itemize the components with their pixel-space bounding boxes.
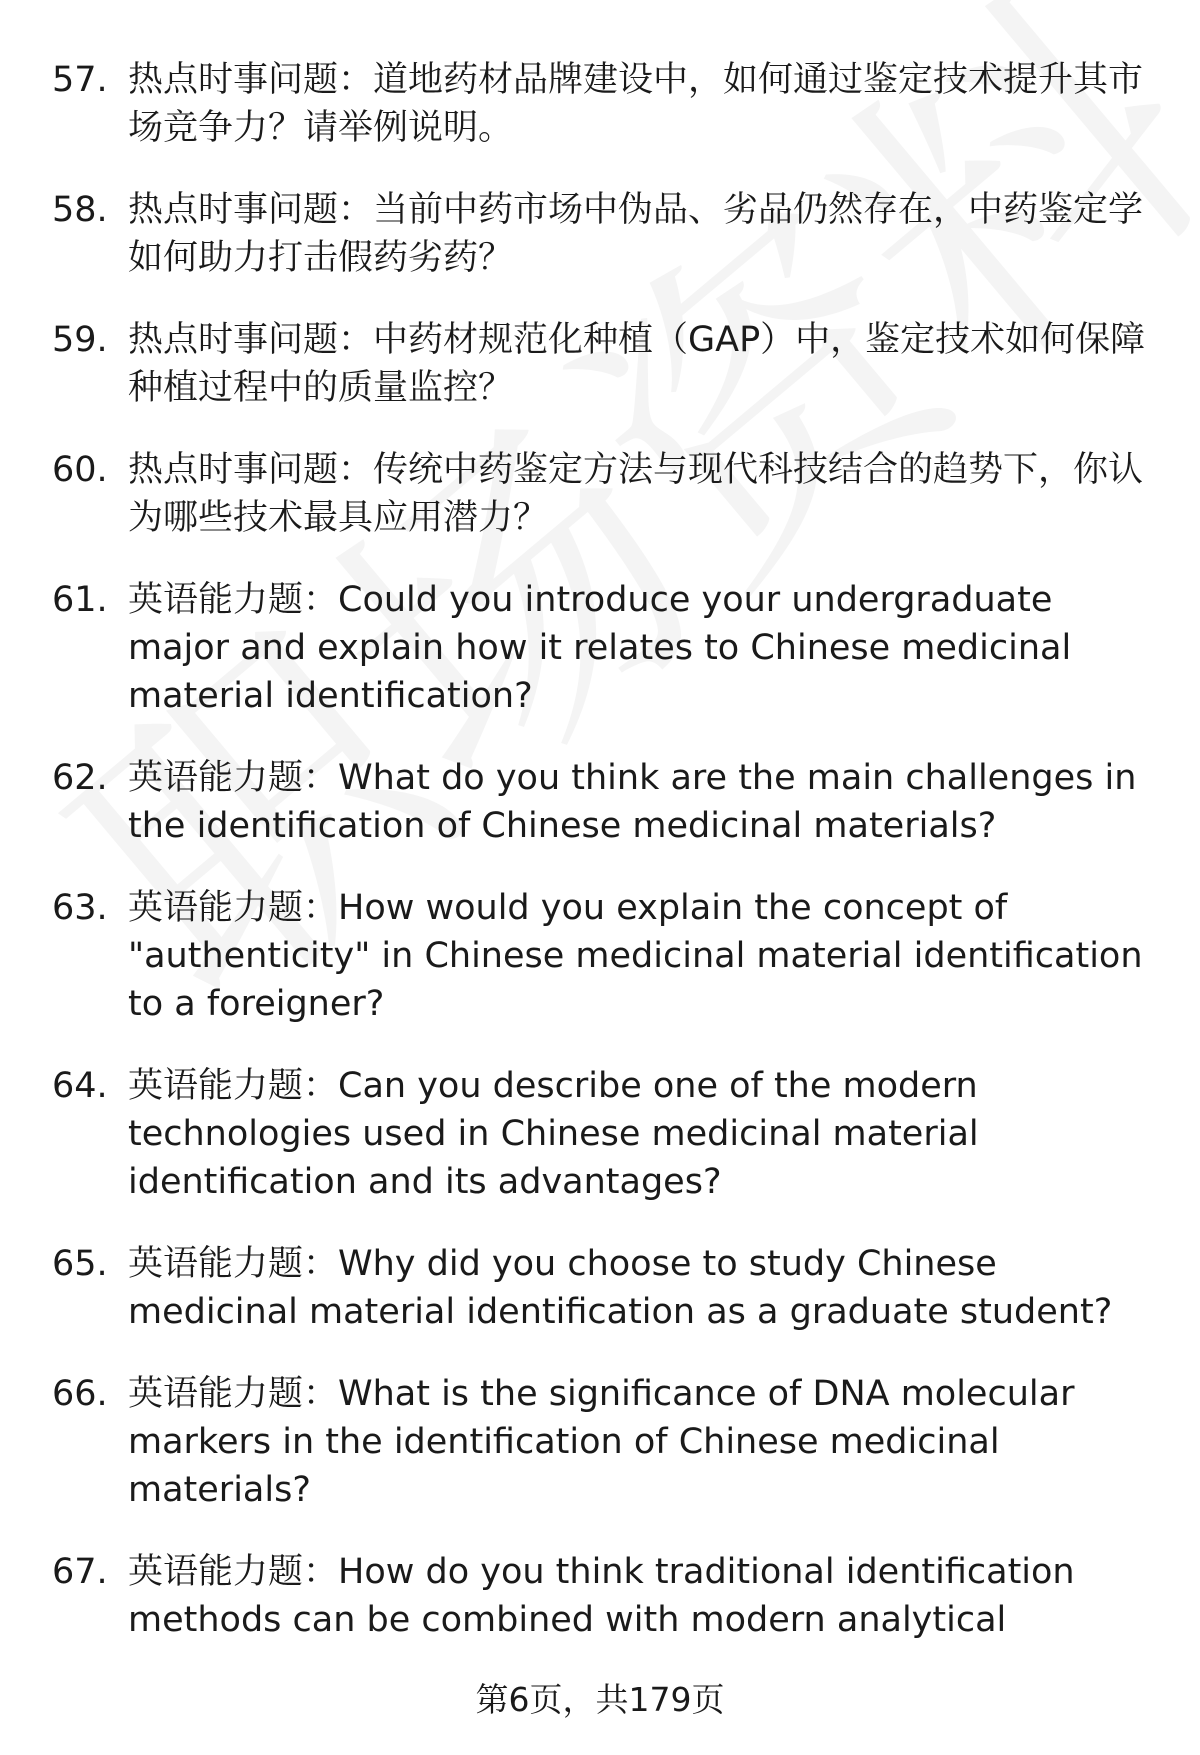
question-item [52,1370,1162,1514]
question-text: 英语能力题：What is the significance of DNA molecular markers in the identification of Chinese medicinal materials? [128,1374,1075,1510]
page-footer: 第6页，共179页 [475,1680,725,1719]
question-item [52,884,1162,1028]
question-item [52,754,1162,850]
question-number: 67. [52,1552,108,1592]
question-number: 60. [52,450,108,490]
question-text: 英语能力题：Why did you choose to study Chinese medicinal material identification as a graduate student? [128,1244,1113,1332]
question-text: 热点时事问题：传统中药鉴定方法与现代科技结合的趋势下，你认为哪些技术最具应用潜力？ [128,450,1144,538]
question-text: 热点时事问题：当前中药市场中伪品、劣品仍然存在，中药鉴定学如何助力打击假药劣药？ [128,190,1144,278]
question-number: 58. [52,190,108,230]
question-item [52,1240,1162,1336]
question-item [52,576,1162,720]
question-number: 59. [52,320,108,360]
question-number: 65. [52,1244,108,1284]
question-number: 62. [52,758,108,798]
question-item [52,1548,1162,1644]
question-item [52,446,1162,542]
question-item [52,316,1162,412]
question-text: 英语能力题：Can you describe one of the modern technologies used in Chinese medicinal material identification and its advantages? [128,1066,979,1202]
question-number: 63. [52,888,108,928]
question-item [52,186,1162,282]
question-text: 英语能力题：How would you explain the concept of "authenticity" in Chinese medicinal material identification to a foreigner? [128,888,1143,1024]
question-list [52,56,1162,1644]
question-text: 英语能力题：What do you think are the main challenges in the identification of Chinese medicinal materials? [128,758,1137,846]
question-number: 64. [52,1066,108,1106]
question-item [52,56,1162,152]
question-item [52,1062,1162,1206]
question-text: 热点时事问题：道地药材品牌建设中，如何通过鉴定技术提升其市场竞争力？请举例说明。 [128,60,1144,148]
question-text: 英语能力题：Could you introduce your undergraduate major and explain how it relates to Chinese medicinal material identification? [128,580,1072,716]
question-number: 57. [52,60,108,100]
question-number: 61. [52,580,108,620]
question-text: 热点时事问题：中药材规范化种植（GAP）中，鉴定技术如何保障种植过程中的质量监控？ [128,320,1146,408]
question-number: 66. [52,1374,108,1414]
question-text: 英语能力题：How do you think traditional identification methods can be combined with modern analytical [128,1552,1075,1640]
